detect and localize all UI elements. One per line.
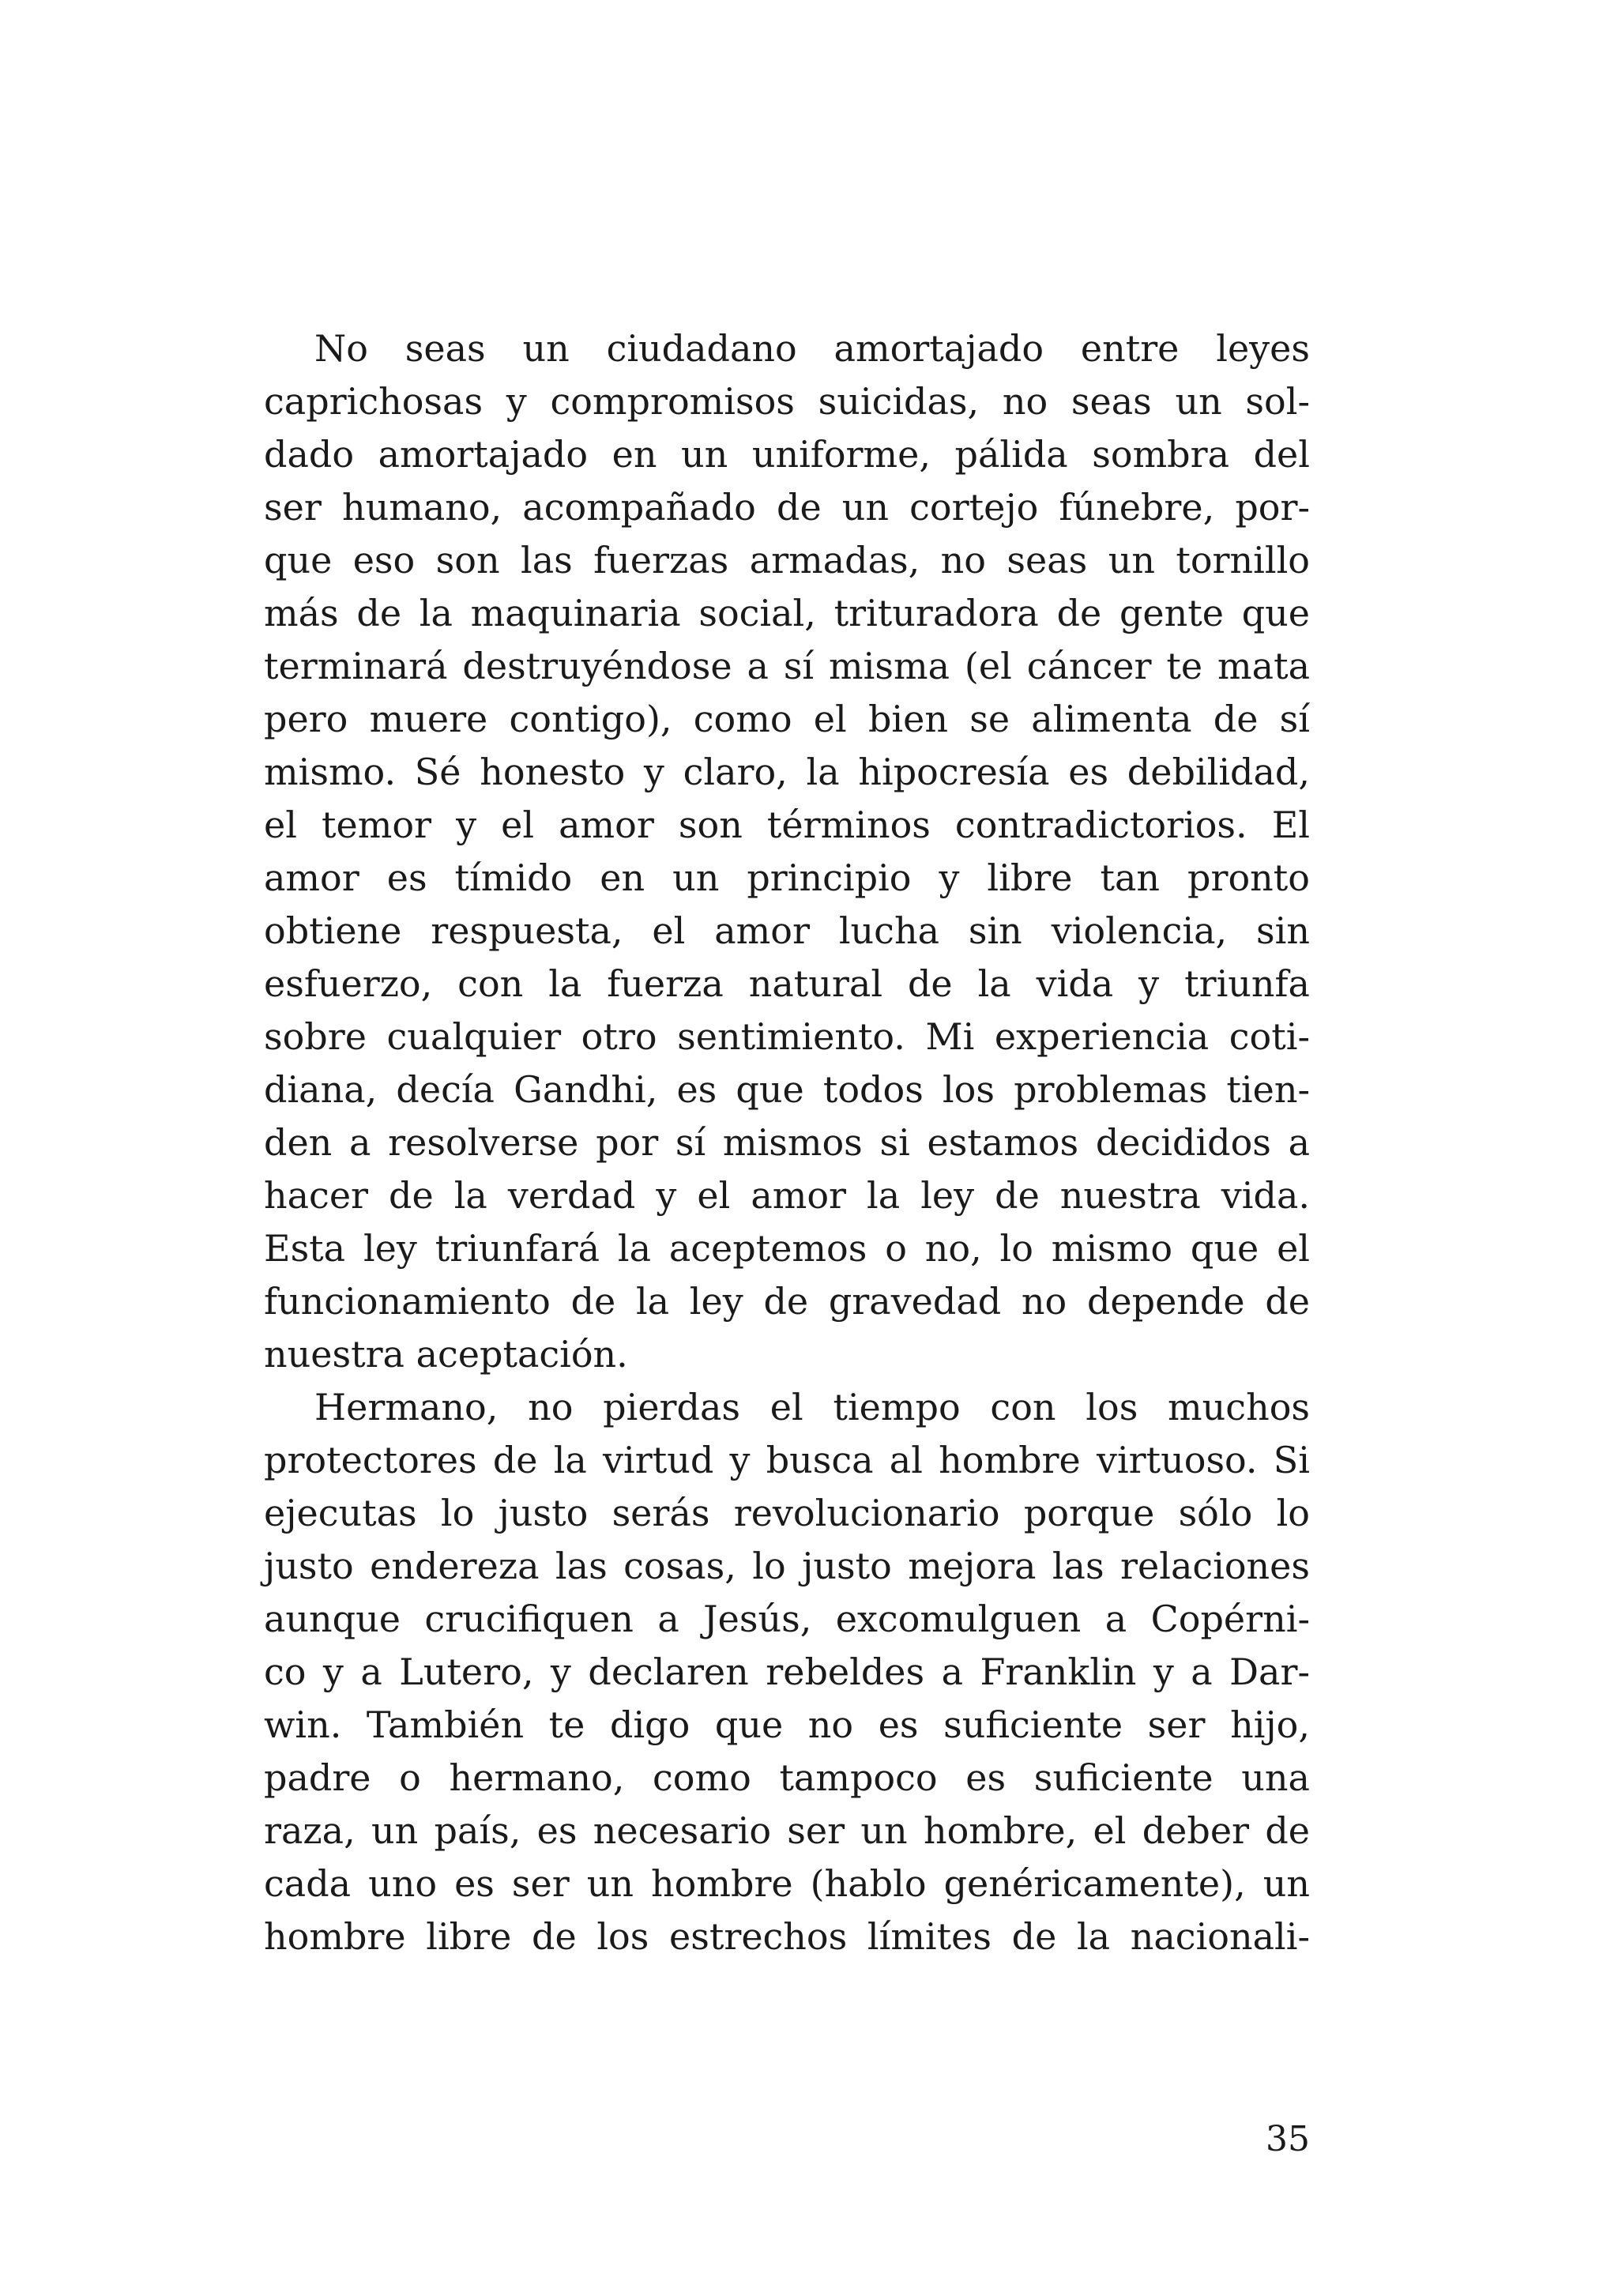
text-line: mismo. Sé honesto y claro, la hipocresía es debilidad, [264, 751, 1310, 793]
text-line: que eso son las fuerzas armadas, no seas un tornillo [264, 539, 1310, 582]
text-line: pero muere contigo), como el bien se alimenta de sí [264, 698, 1310, 740]
text-line: cada uno es ser un hombre (hablo genéricamente), un [264, 1862, 1310, 1905]
text-line: diana, decía Gandhi, es que todos los problemas tien- [264, 1068, 1310, 1111]
text-line: raza, un país, es necesario ser un hombre, el deber de [264, 1809, 1310, 1852]
text-line: aunque crucifiquen a Jesús, excomulguen a Copérni- [264, 1598, 1310, 1640]
text-line: nuestra aceptación. [264, 1333, 628, 1376]
text-line: dado amortajado en un uniforme, pálida sombra del [264, 433, 1310, 476]
text-line: hombre libre de los estrechos límites de la nacionali- [264, 1915, 1310, 1958]
text-line: Hermano, no pierdas el tiempo con los muchos [314, 1386, 1310, 1428]
text-line: terminará destruyéndose a sí misma (el cáncer te mata [264, 645, 1310, 687]
text-line: más de la maquinaria social, trituradora de gente que [264, 592, 1310, 634]
text-line: co y a Lutero, y declaren rebeldes a Franklin y a Dar- [264, 1650, 1310, 1693]
text-line: sobre cualquier otro sentimiento. Mi experiencia coti- [264, 1015, 1310, 1058]
text-line: padre o hermano, como tampoco es suficiente una [264, 1756, 1310, 1799]
text-line: el temor y el amor son términos contradictorios. El [264, 804, 1310, 846]
text-line: No seas un ciudadano amortajado entre leyes [314, 327, 1310, 370]
paragraph-2 [264, 1381, 1310, 1963]
body-text [264, 322, 1310, 1963]
text-line: Esta ley triunfará la aceptemos o no, lo mismo que el [264, 1227, 1310, 1270]
text-line: ser humano, acompañado de un cortejo fúnebre, por- [264, 486, 1310, 529]
text-line: ejecutas lo justo serás revolucionario porque sólo lo [264, 1492, 1310, 1534]
page-number: 35 [1266, 2119, 1310, 2159]
text-line: protectores de la virtud y busca al hombre virtuoso. Si [264, 1439, 1310, 1481]
paragraph-1 [264, 322, 1310, 1381]
text-line: win. También te digo que no es suficiente ser hijo, [264, 1703, 1310, 1746]
text-line: hacer de la verdad y el amor la ley de nuestra vida. [264, 1174, 1310, 1217]
text-line: amor es tímido en un principio y libre tan pronto [264, 856, 1310, 899]
text-line: caprichosas y compromisos suicidas, no seas un sol- [264, 380, 1310, 423]
text-line: esfuerzo, con la fuerza natural de la vida y triunfa [264, 962, 1310, 1005]
text-line: den a resolverse por sí mismos si estamos decididos a [264, 1121, 1310, 1164]
text-line: justo endereza las cosas, lo justo mejora las relaciones [264, 1545, 1310, 1587]
text-line: obtiene respuesta, el amor lucha sin violencia, sin [264, 909, 1310, 952]
text-line: funcionamiento de la ley de gravedad no depende de [264, 1280, 1310, 1323]
